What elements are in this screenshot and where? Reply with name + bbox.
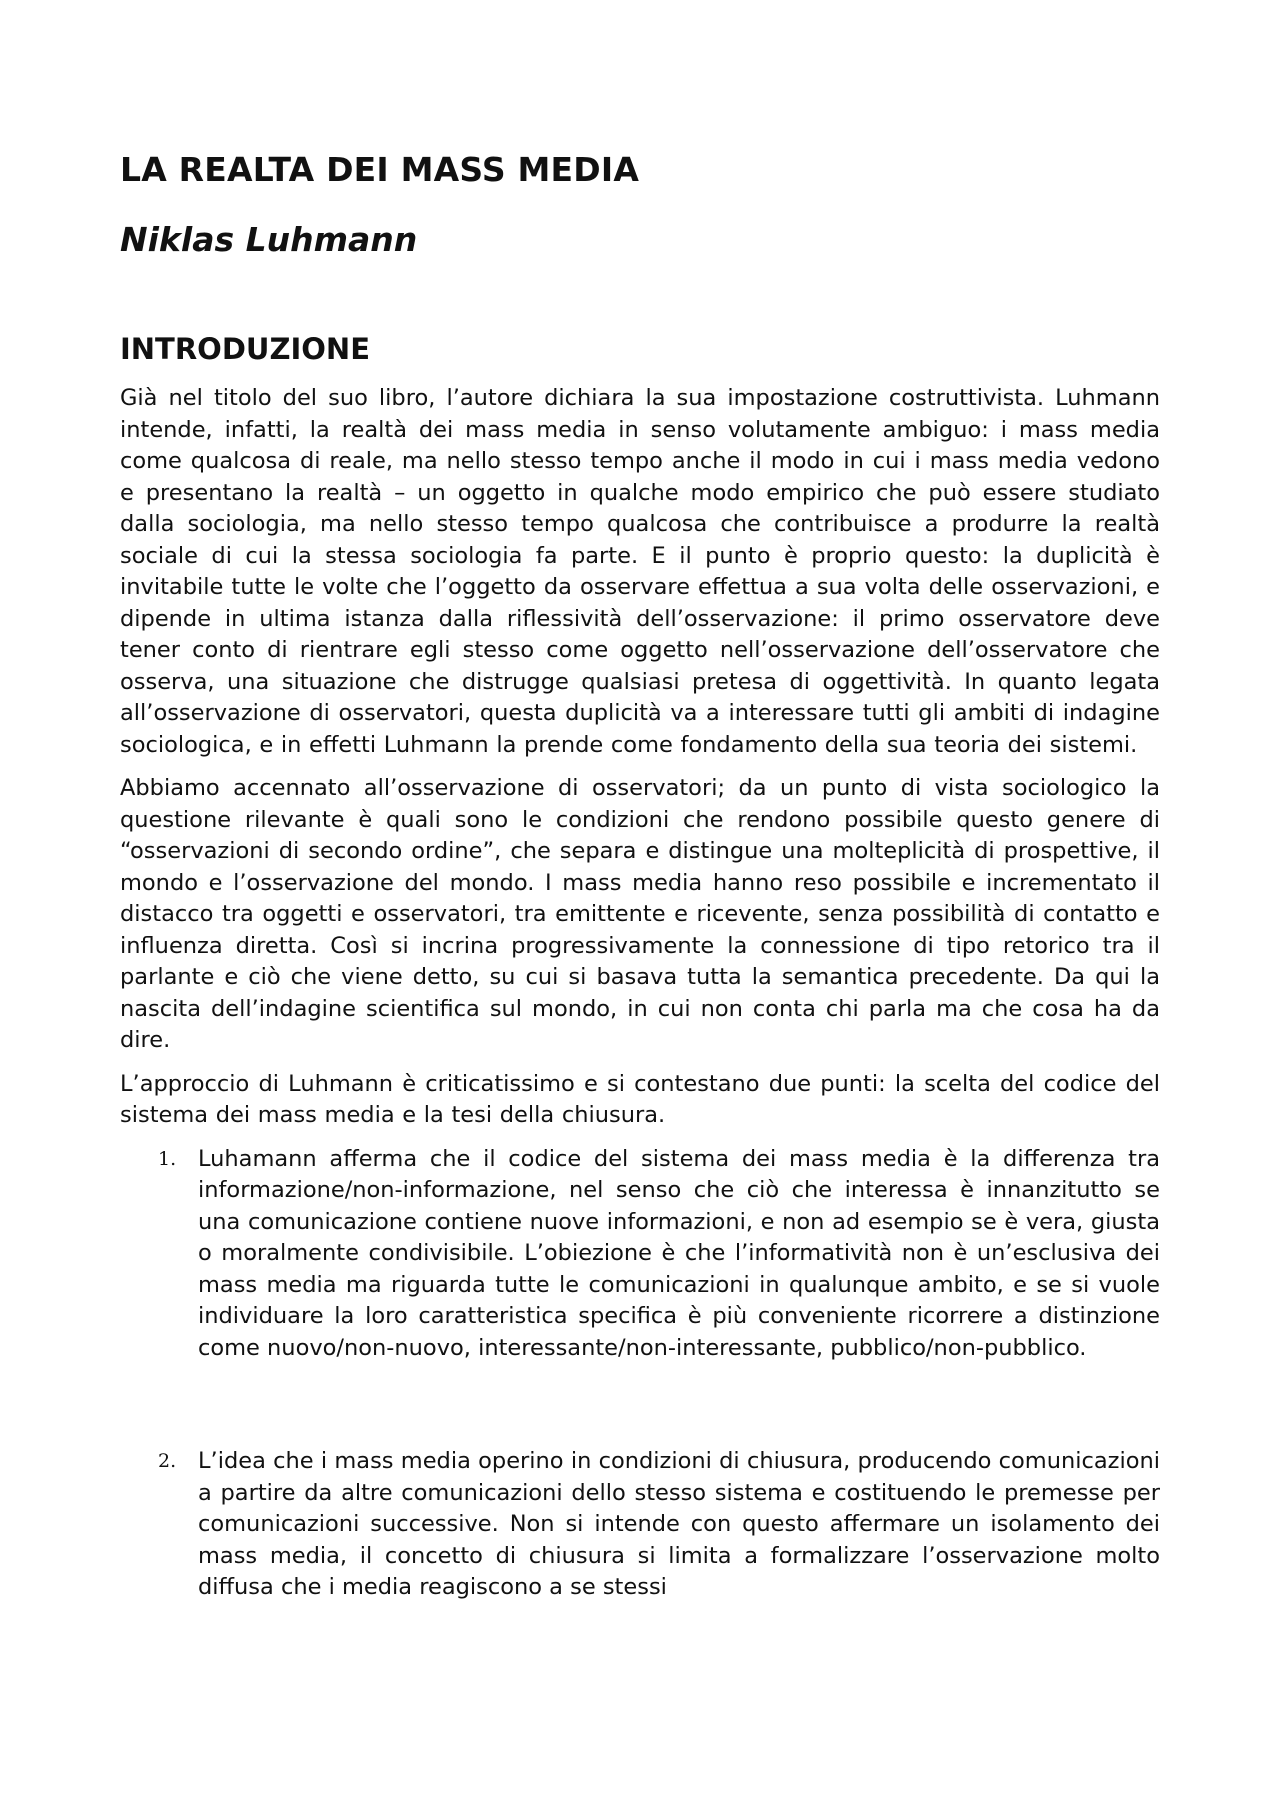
author-name: Niklas Luhmann bbox=[120, 220, 418, 259]
list-item-number: 1. bbox=[158, 1147, 177, 1170]
numbered-list bbox=[120, 1144, 1160, 1604]
section-heading: INTRODUZIONE bbox=[120, 332, 370, 366]
list-item bbox=[120, 1446, 1160, 1604]
list-item-number: 2. bbox=[158, 1450, 177, 1472]
list-item-text: Luhamann afferma che il codice del sistema dei mass media è la differenza tra informazione/non-informazione, nel senso che ciò che interessa è innanzitutto se una comunicazione contiene nuove informazioni, e non ad esempio se è vera, giusta o moralmente condivisibile. L’obiezione è che l’informatività non è un’esclusiva dei mass media ma riguarda tutte le comunicazioni in qualunque ambito, e se si vuole individuare la loro caratteristica specifica è più conveniente ricorrere a distinzione come nuovo/non-nuovo, interessante/non-interessante, pubblico/non-pubblico. bbox=[198, 1145, 1160, 1361]
document-title: LA REALTA DEI MASS MEDIA bbox=[120, 150, 640, 189]
list-item bbox=[120, 1144, 1160, 1365]
document-body bbox=[120, 383, 1160, 1604]
paragraph-criticism: L’approccio di Luhmann è criticatissimo e si contestano due punti: la scelta del codice del sistema dei mass media e la tesi della chiusura. bbox=[120, 1070, 1160, 1128]
paragraph-intro: Già nel titolo del suo libro, l’autore dichiara la sua impostazione costruttivista. Luhmann intende, infatti, la realtà dei mass media in senso volutamente ambiguo: i mass media come qualcosa di reale, ma nello stesso tempo anche il modo in cui i mass media vedono e presentano la realtà – un oggetto in qualche modo empirico che può essere studiato dalla sociologia, ma nello stesso tempo qualcosa che contribuisce a produrre la realtà sociale di cui la stessa sociologia fa parte. E il punto è proprio questo: la duplicità è invitabile tutte le volte che l’oggetto da osservare effettua a sua volta delle osservazioni, e dipende in ultima istanza dalla riflessività dell’osservazione: il primo osservatore deve tener conto di rientrare egli stesso come oggetto nell’osservazione dell’osservatore che osserva, una situazione che distrugge qualsiasi pretesa di oggettività. In quanto legata all’osservazione di osservatori, questa duplicità va a interessare tutti gli ambiti di indagine sociologica, e in effetti Luhmann la prende come fondamento della sua teoria dei sistemi. bbox=[120, 385, 1160, 758]
paragraph-observers: Abbiamo accennato all’osservazione di osservatori; da un punto di vista sociologico la questione rilevante è quali sono le condizioni che rendono possibile questo genere di “osservazioni di secondo ordine”, che separa e distingue una molteplicità di prospettive, il mondo e l’osservazione del mondo. I mass media hanno reso possibile e incrementato il distacco tra oggetti e osservatori, tra emittente e ricevente, senza possibilità di contatto e influenza diretta. Così si incrina progressivamente la connessione di tipo retorico tra il parlante e ciò che viene detto, su cui si basava tutta la semantica precedente. Da qui la nascita dell’indagine scientifica sul mondo, in cui non conta chi parla ma che cosa ha da dire. bbox=[120, 775, 1160, 1053]
list-item-text: L’idea che i mass media operino in condizioni di chiusura, producendo comunicazioni a partire da altre comunicazioni dello stesso sistema e costituendo le premesse per comunicazioni successive. Non si intende con questo affermare un isolamento dei mass media, il concetto di chiusura si limita a formalizzare l’osservazione molto diffusa che i media reagiscono a se stessi bbox=[198, 1448, 1160, 1600]
